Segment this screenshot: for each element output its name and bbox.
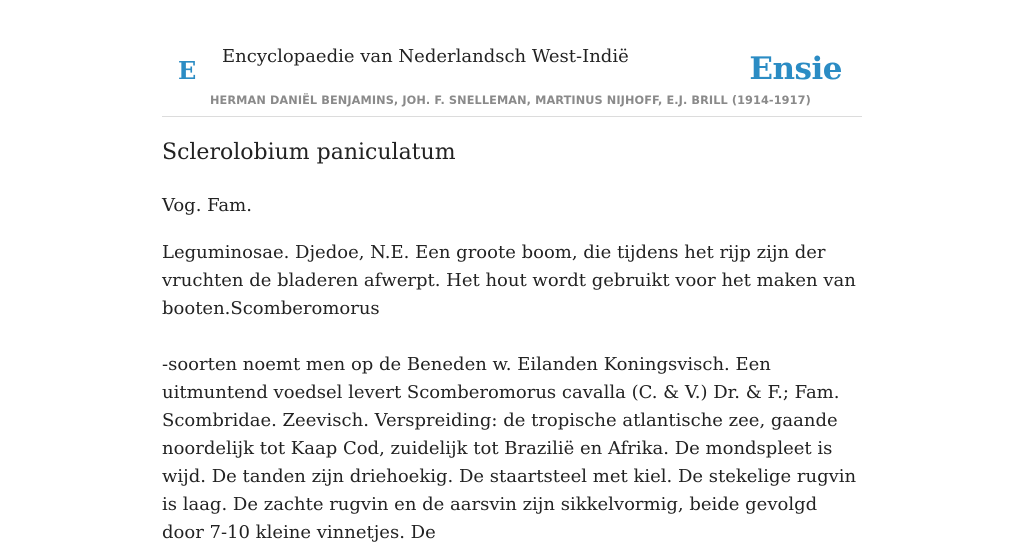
- ensie-logo[interactable]: Ensie: [749, 51, 842, 87]
- entry-paragraph: -soorten noemt men op de Beneden w. Eilanden Koningsvisch. Een uitmuntend voedsel levert Scomberomorus cavalla (C. & V.) Dr. & F.; Fam. Scombridae. Zeevisch. Verspreiding: de tropische atlantische zee, gaande noordelijk tot Kaap Cod, zuidelijk tot Brazilië en Afrika. De mondspleet is wijd. De tanden zijn driehoekig. De staartsteel met kiel. De stekelige rugvin is laag. De zachte rugvin en de aarsvin zijn sikkelvormig, beide gevolgd door 7-10 kleine vinnetjes. De: [162, 354, 857, 543]
- entry-paragraph: Vog. Fam.: [162, 195, 252, 216]
- article-page: [162, 0, 862, 543]
- source-authors: HERMAN DANIËL BENJAMINS, JOH. F. SNELLEMAN, MARTINUS NIJHOFF, E.J. BRILL (1914-1917): [210, 94, 811, 107]
- entry-title: Sclerolobium paniculatum: [162, 140, 456, 165]
- entry-paragraph: Leguminosae. Djedoe, N.E. Een groote boom, die tijdens het rijp zijn der vruchten de bladeren afwerpt. Het hout wordt gebruikt voor het maken van booten.Scomberomorus: [162, 242, 856, 319]
- source-logo-icon[interactable]: E: [178, 56, 197, 85]
- page-header: [162, 0, 862, 117]
- source-title-link[interactable]: Encyclopaedie van Nederlandsch West-Indië: [222, 46, 629, 67]
